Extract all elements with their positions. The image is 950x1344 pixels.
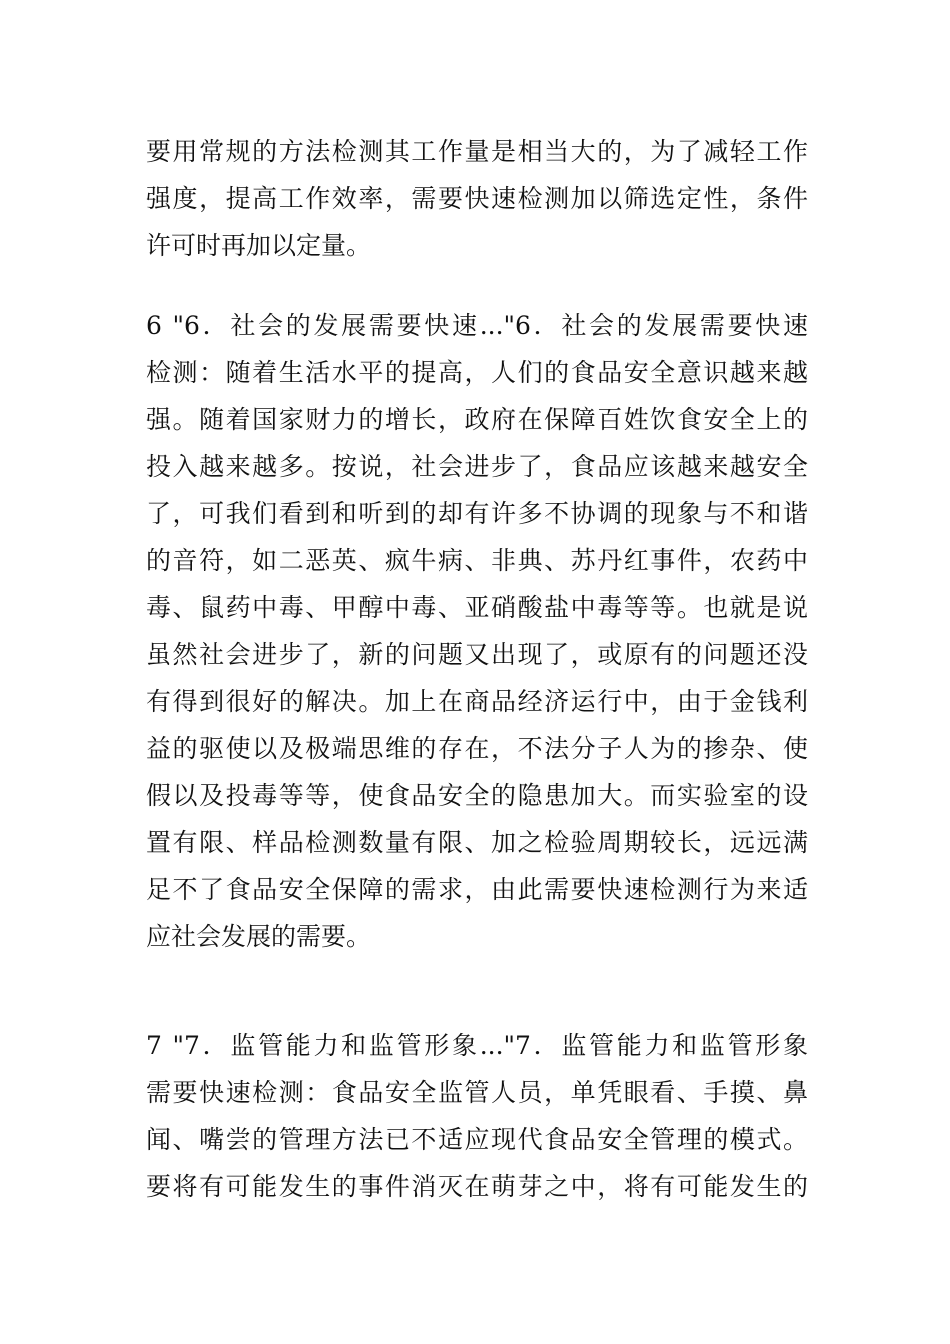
paragraph-2	[146, 302, 808, 960]
text-line: 的音符，如二恶英、疯牛病、非典、苏丹红事件，农药中	[146, 546, 808, 575]
text-line: 强。随着国家财力的增长，政府在保障百姓饮食安全上的	[146, 405, 808, 434]
text-line: 了，可我们看到和听到的却有许多不协调的现象与不和谐	[146, 499, 808, 528]
text-line: 需要快速检测：食品安全监管人员，单凭眼看、手摸、鼻	[146, 1078, 808, 1107]
text-line: 应社会发展的需要。	[146, 922, 372, 951]
text-line: 检测：随着生活水平的提高，人们的食品安全意识越来越	[146, 358, 808, 387]
text-line: 7 "7．监管能力和监管形象..."7．监管能力和监管形象	[146, 1031, 808, 1060]
text-line: 投入越来越多。按说，社会进步了，食品应该越来越安全	[146, 452, 808, 481]
text-line: 要用常规的方法检测其工作量是相当大的，为了减轻工作	[146, 137, 808, 166]
text-line: 益的驱使以及极端思维的存在，不法分子人为的掺杂、使	[146, 734, 808, 763]
text-line: 许可时再加以定量。	[146, 231, 372, 260]
paragraph-3	[146, 1022, 808, 1210]
text-line: 足不了食品安全保障的需求，由此需要快速检测行为来适	[146, 875, 808, 904]
text-line: 毒、鼠药中毒、甲醇中毒、亚硝酸盐中毒等等。也就是说	[146, 593, 808, 622]
text-line: 闻、嘴尝的管理方法已不适应现代食品安全管理的模式。	[146, 1125, 808, 1154]
text-line: 置有限、样品检测数量有限、加之检验周期较长，远远满	[146, 828, 808, 857]
text-line: 假以及投毒等等，使食品安全的隐患加大。而实验室的设	[146, 781, 808, 810]
text-line: 虽然社会进步了，新的问题又出现了，或原有的问题还没	[146, 640, 808, 669]
text-line: 6 "6．社会的发展需要快速..."6．社会的发展需要快速	[146, 311, 808, 340]
text-line: 强度，提高工作效率，需要快速检测加以筛选定性，条件	[146, 184, 808, 213]
text-line: 有得到很好的解决。加上在商品经济运行中，由于金钱利	[146, 687, 808, 716]
paragraph-1	[146, 128, 808, 269]
text-line: 要将有可能发生的事件消灭在萌芽之中，将有可能发生的	[146, 1172, 808, 1201]
